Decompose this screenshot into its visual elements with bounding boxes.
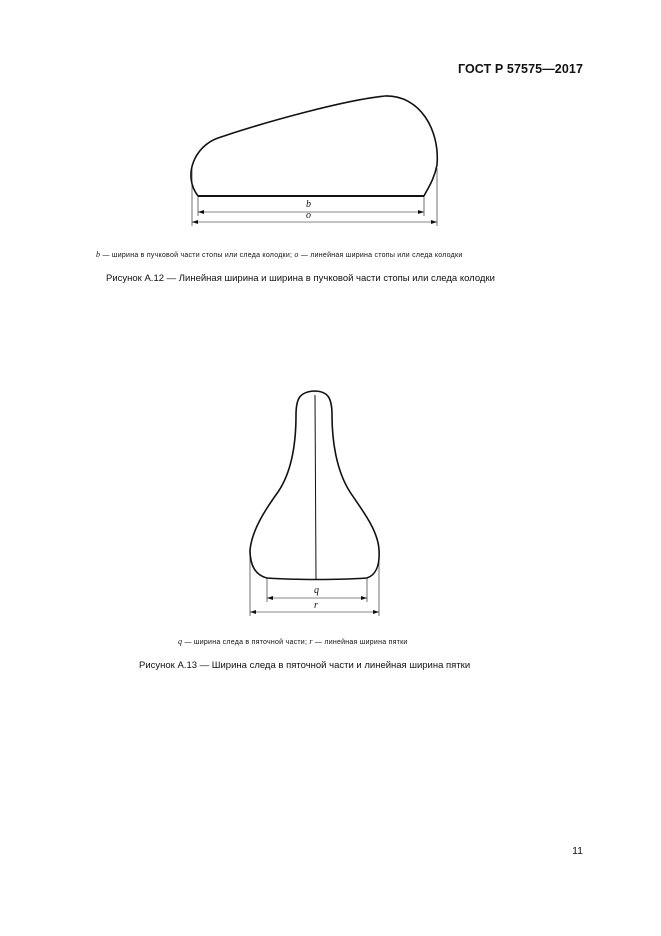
page-number: 11 — [572, 845, 583, 857]
figure-a13-caption: Рисунок А.13 — Ширина следа в пяточной части и линейная ширина пятки — [139, 660, 471, 671]
dimension-label-q: q — [314, 585, 319, 596]
arrow-q-left — [267, 596, 273, 600]
arrow-r-left — [250, 610, 256, 614]
dimension-label-o: o — [306, 210, 311, 221]
arrow-r-right — [373, 610, 379, 614]
legend-text-q: — ширина следа в пяточной части; — [182, 639, 310, 646]
arrow-q-right — [361, 596, 367, 600]
legend-symbol-o: o — [294, 250, 299, 259]
dimension-label-b: b — [306, 199, 311, 210]
heel-outline-a13 — [250, 391, 379, 580]
legend-text-r: — линейная ширина пятки — [312, 639, 408, 646]
legend-text-b: — ширина в пучковой части стопы или следа колодки; — [100, 252, 295, 259]
legend-symbol-q: q — [178, 637, 183, 646]
standard-designation: ГОСТ Р 57575—2017 — [457, 62, 583, 76]
legend-symbol-b: b — [96, 250, 101, 259]
figure-a13-legend — [178, 637, 408, 646]
axis-line-a13 — [315, 395, 316, 579]
legend-symbol-r: r — [309, 637, 313, 646]
dimension-label-r: r — [314, 600, 318, 611]
figure-a12-caption: Рисунок А.12 — Линейная ширина и ширина в пучковой части стопы или следа колодки — [106, 273, 495, 284]
legend-text-o: — линейная ширина стопы или следа колодки — [298, 252, 463, 259]
